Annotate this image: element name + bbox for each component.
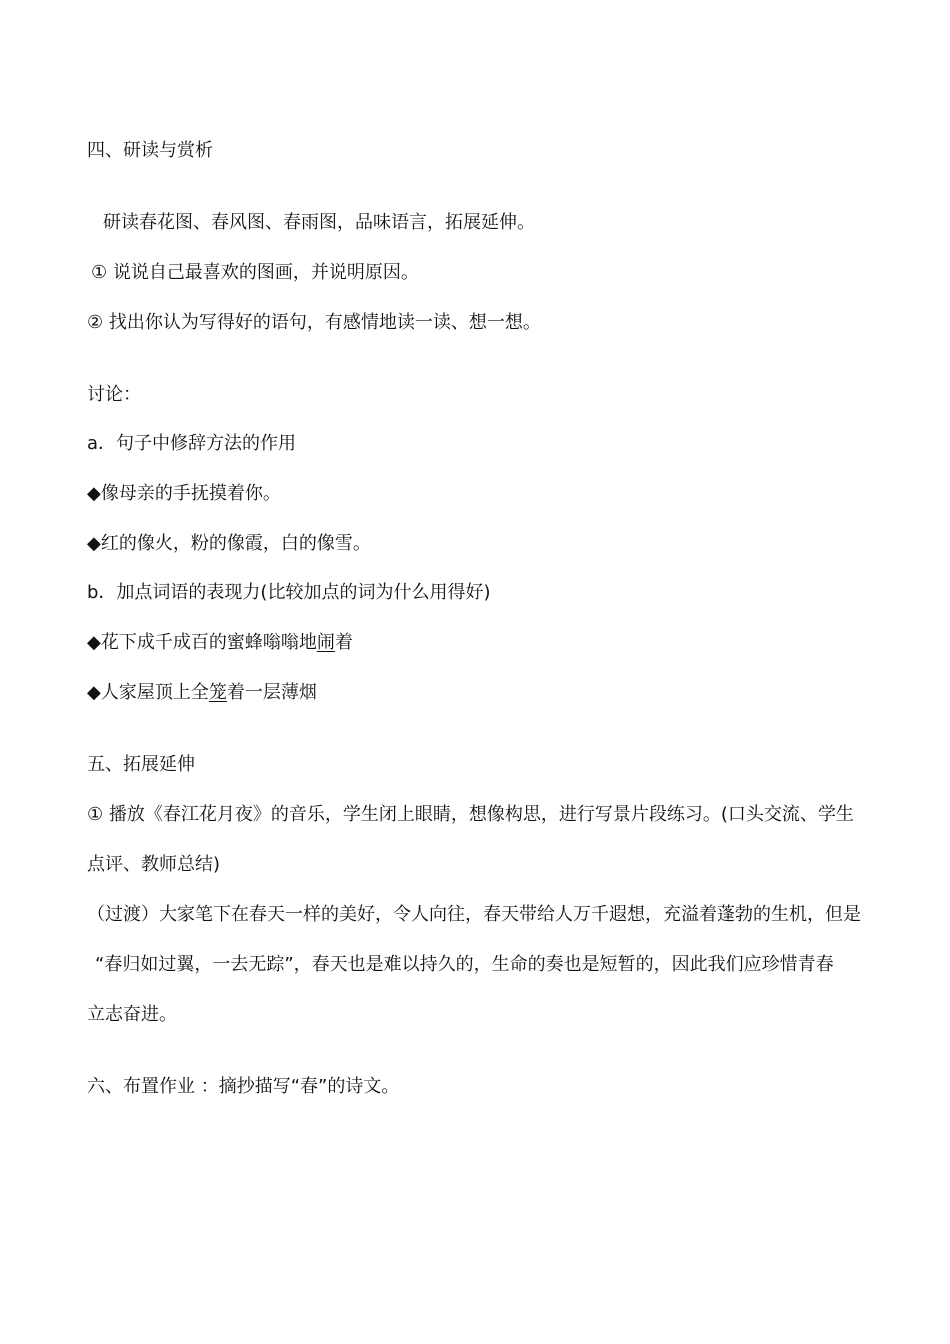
example-sentence-2: ◆红的像火，粉的像霞，白的像雪。	[87, 533, 371, 554]
sentence-text: 着	[334, 632, 353, 653]
transition-paragraph-line-3: 立志奋进。	[87, 1004, 177, 1025]
activity-paragraph-line-1: ① 播放《春江花月夜》的音乐，学生闭上眼睛，想像构思，进行写景片段练习。(口头交流、学生	[87, 804, 854, 825]
example-sentence-1: ◆像母亲的手抚摸着你。	[87, 483, 281, 504]
task-2: ② 找出你认为写得好的语句，有感情地读一读、想一想。	[87, 312, 541, 333]
transition-paragraph-line-1: （过渡）大家笔下在春天一样的美好，令人向往，春天带给人万千遐想，充溢着蓬勃的生机，但是	[87, 904, 861, 925]
discussion-a-label: a．句子中修辞方法的作用	[87, 433, 297, 454]
sentence-text: ◆人家屋顶上全	[87, 682, 209, 703]
discussion-label: 讨论：	[87, 384, 141, 405]
example-sentence-3	[87, 630, 867, 656]
example-sentence-4	[87, 680, 867, 706]
emphasized-word: 闹	[316, 632, 335, 653]
section-4-heading: 四、研读与赏析	[87, 140, 213, 161]
section-6-heading: 六、布置作业 ：摘抄描写“春”的诗文。	[87, 1076, 400, 1097]
discussion-b-label: b．加点词语的表现力(比较加点的词为什么用得好)	[87, 582, 491, 603]
section-4-intro: 研读春花图、春风图、春雨图，品味语言，拓展延伸。	[103, 212, 535, 233]
sentence-text: 着一层薄烟	[226, 682, 317, 703]
activity-paragraph-line-2: 点评、教师总结)	[87, 854, 221, 875]
section-5-heading: 五、拓展延伸	[87, 754, 195, 775]
emphasized-word: 笼	[208, 682, 227, 703]
transition-paragraph-line-2: “春归如过翼，一去无踪”，春天也是难以持久的，生命的奏也是短暂的，因此我们应珍惜青春	[95, 954, 834, 975]
task-1: ① 说说自己最喜欢的图画，并说明原因。	[91, 262, 419, 283]
sentence-text: ◆花下成千成百的蜜蜂嗡嗡地	[87, 632, 317, 653]
